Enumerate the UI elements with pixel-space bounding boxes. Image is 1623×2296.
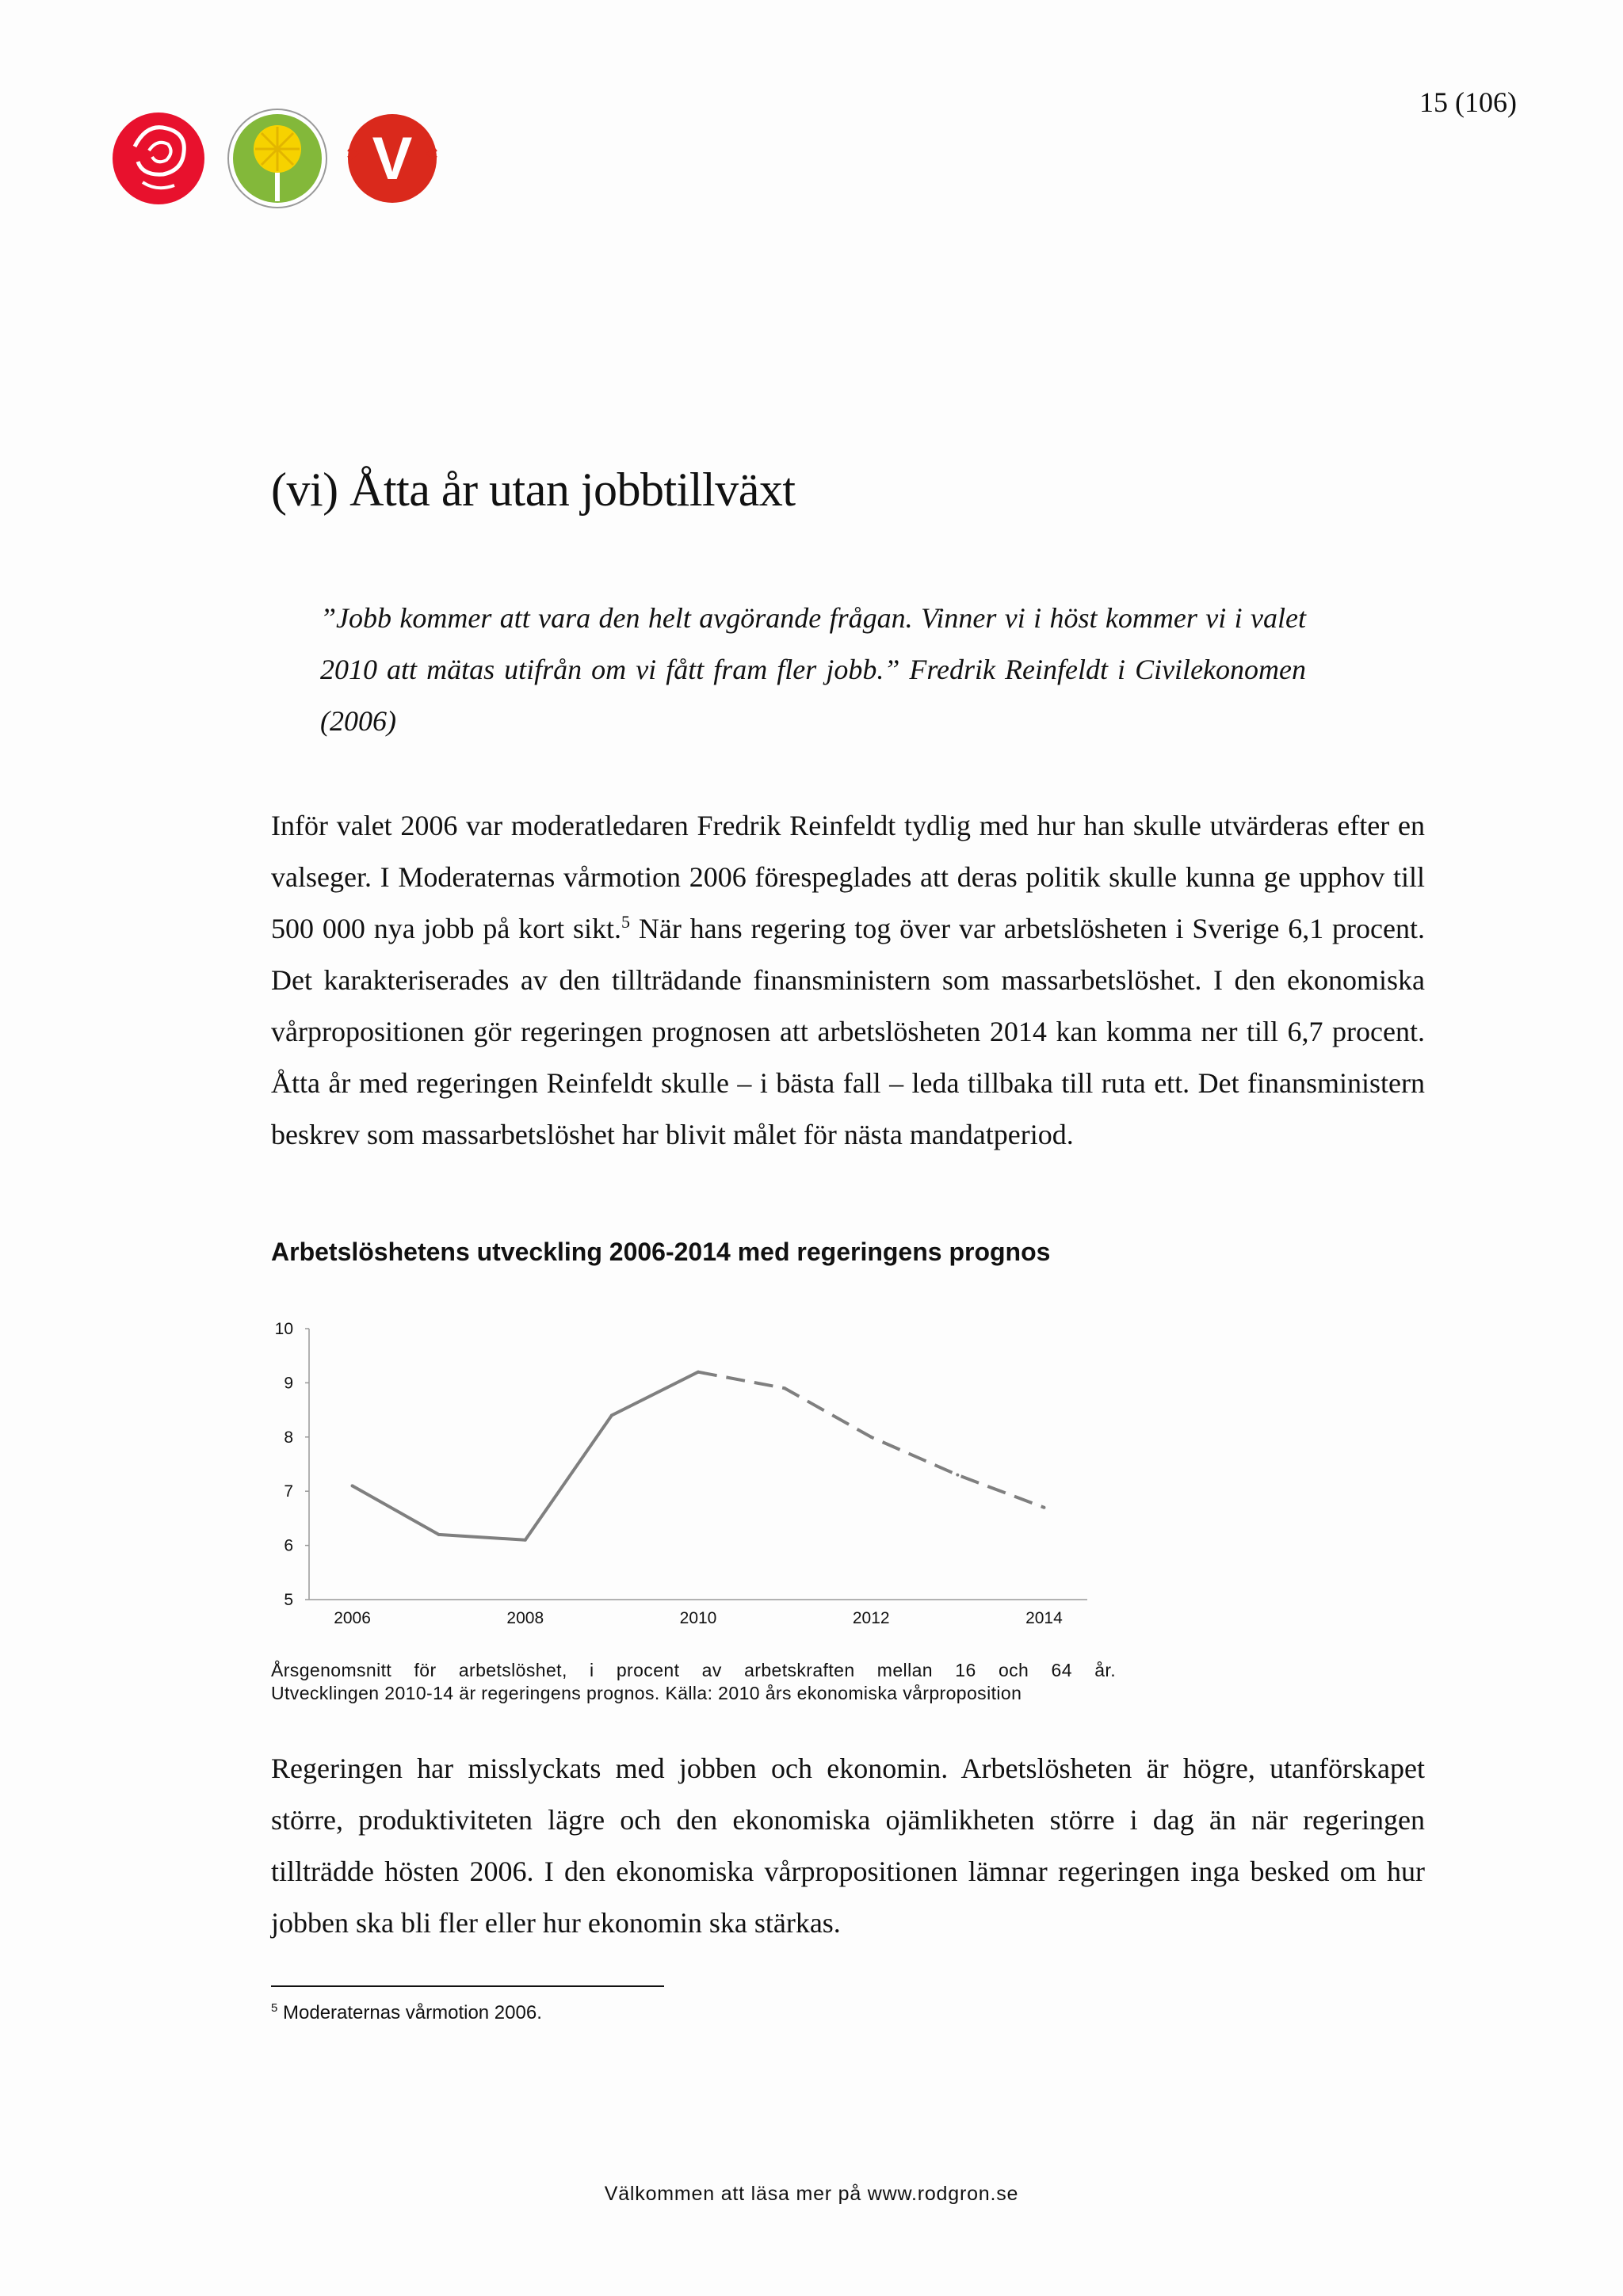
- data-point-2009: [610, 1413, 613, 1417]
- series-line-utfall: [353, 1372, 698, 1540]
- party-logos: [111, 103, 460, 214]
- x-tick-label: 2006: [334, 1609, 371, 1627]
- x-tick-label: 2012: [852, 1609, 890, 1627]
- footnote-separator: [271, 1985, 664, 1987]
- data-point-2010: [697, 1371, 700, 1374]
- footnote-reference[interactable]: 5: [621, 912, 631, 932]
- y-tick-label: 7: [284, 1482, 293, 1501]
- y-tick-label: 9: [284, 1374, 293, 1393]
- y-tick-label: 10: [274, 1320, 293, 1338]
- chart-caption-line-1: Årsgenomsnitt för arbetslöshet, i procent av arbetskraften mellan 16 och 64 år.: [271, 1660, 1116, 1680]
- data-point-2007: [437, 1533, 441, 1536]
- y-tick-label: 8: [284, 1428, 293, 1447]
- y-tick-label: 6: [284, 1536, 293, 1555]
- footer-link-text[interactable]: Välkommen att läsa mer på www.rodgron.se: [604, 2183, 1019, 2205]
- paragraph-2: Regeringen har misslyckats med jobben och ekonomin. Arbetslösheten är högre, utanförskapet större, produktiviteten lägre och den ekonomiska ojämlikheten större i dag än när regeringen tillträdde hösten 2006. I den ekonomiska vårpropositionen lämnar regeringen inga besked om hur jobben ska bli fler eller hur ekonomin ska stärkas.: [271, 1753, 1425, 1939]
- page-number: 15 (106): [1419, 86, 1517, 118]
- chart-caption: [271, 1659, 1116, 1705]
- unemployment-line-chart: [262, 1307, 1102, 1648]
- footnote-mark: 5: [271, 2001, 278, 2015]
- reinfeldt-quote: ”Jobb kommer att vara den helt avgörande frågan. Vinner vi i höst kommer vi i valet 2010 att mätas utifrån om vi fått fram fler jobb.” Fredrik Reinfeldt i Civilekonomen (2006): [320, 602, 1306, 737]
- footnote-text: Moderaternas vårmotion 2006.: [277, 2002, 542, 2023]
- data-point-2008: [524, 1539, 527, 1542]
- data-point-2013: [956, 1474, 959, 1477]
- chart-caption-line-2: Utvecklingen 2010-14 är regeringens prognos. Källa: 2010 års ekonomiska vårproposition: [271, 1683, 1022, 1703]
- paragraph-1: [271, 800, 1425, 1161]
- x-tick-label: 2010: [679, 1609, 717, 1627]
- data-point-2006: [351, 1484, 354, 1487]
- footnote: [271, 2001, 542, 2024]
- left-party-v-logo: [348, 114, 437, 203]
- svg-text:V: V: [372, 125, 413, 193]
- data-point-2014: [1042, 1506, 1045, 1509]
- chart-title: Arbetslöshetens utveckling 2006-2014 med regeringens prognos: [271, 1238, 1051, 1266]
- paragraph-1-text-b: När hans regering tog över var arbetslösheten i Sverige 6,1 procent. Det karakteriserades av den tillträdande finansministern som massarbetslöshet. I den ekonomiska vårpropositionen gör regeringen prognosen att arbetslösheten 2014 kan komma ner till 6,7 procent. Åtta år med regeringen Reinfeldt skulle – i bästa fall – leda tillbaka till ruta ett. Det finansministern beskrev som massarbetslöshet har blivit målet för nästa mandatperiod.: [271, 913, 1425, 1150]
- x-tick-label: 2014: [1025, 1609, 1063, 1627]
- green-party-dandelion-logo: [228, 109, 327, 208]
- data-point-2012: [869, 1436, 873, 1439]
- y-tick-label: 5: [284, 1591, 293, 1609]
- series-line-prognos: [698, 1372, 1044, 1508]
- paragraph-1-text-a: Inför valet 2006 var moderatledaren Fredrik Reinfeldt tydlig med hur han skulle utvärderas efter en valseger. I Moderaternas vårmotion 2006 förespeglades att deras politik skulle kunna ge upphov till 500 000 nya jobb på kort sikt.: [271, 810, 1425, 944]
- social-democrats-rose-logo: [113, 113, 204, 204]
- data-point-2011: [783, 1386, 786, 1390]
- x-tick-label: 2008: [506, 1609, 544, 1627]
- section-heading: (vi) Åtta år utan jobbtillväxt: [271, 463, 796, 516]
